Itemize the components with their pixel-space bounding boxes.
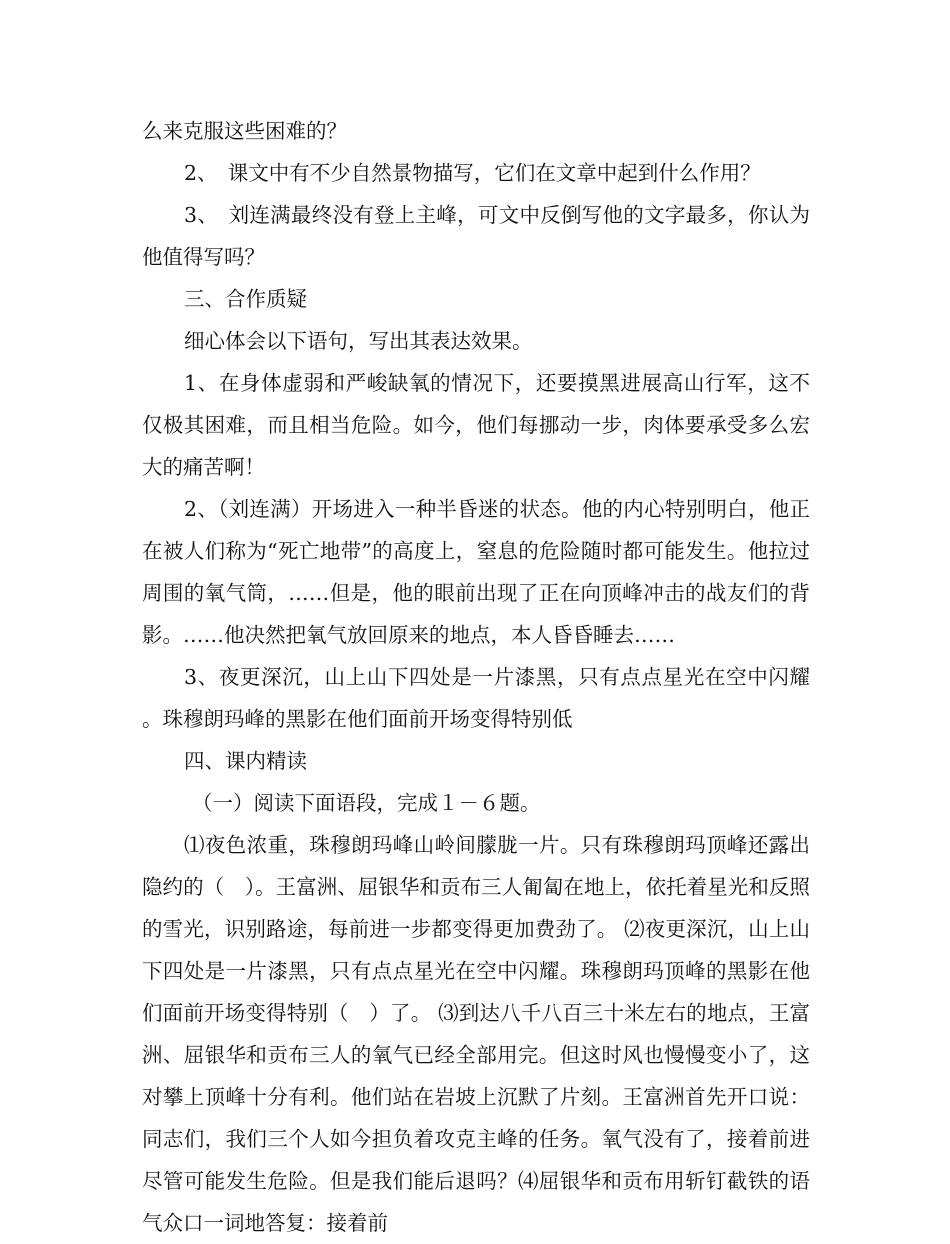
paragraph-continuation: 么来克服这些困难的？	[142, 119, 347, 143]
document-body	[142, 110, 810, 1244]
sentence-item-1: 1、在身体虚弱和严峻缺氧的情况下，还要摸黑进展高山行军，这不仅极其困难，而且相当危险。如今，他们每挪动一步，肉体要承受多么宏大的痛苦啊！	[142, 371, 810, 479]
reading-instruction: （一）阅读下面语段，完成１－６题。	[192, 791, 541, 815]
question-3: 3、 刘连满最终没有登上主峰，可文中反倒写他的文字最多，你认为他值得写吗？	[142, 203, 810, 269]
sentence-item-2: 2、（刘连满）开场进入一种半昏迷的状态。他的内心特别明白，他正在被人们称为“死亡地带”的高度上，窒息的危险随时都可能发生。他拉过周围的氧气筒，……但是，他的眼前出现了正在向顶峰冲击的战友们的背影。……他决然把氧气放回原来的地点，本人昏昏睡去……	[142, 497, 810, 647]
sentence-item-3: 3、夜更深沉，山上山下四处是一片漆黑，只有点点星光在空中闪耀。珠穆朗玛峰的黑影在他们面前开场变得特别低	[142, 665, 810, 731]
question-2: 2、 课文中有不少自然景物描写，它们在文章中起到什么作用？	[184, 161, 761, 185]
instruction-text: 细心体会以下语句，写出其表达效果。	[184, 329, 533, 353]
section-heading-reading: 四、课内精读	[184, 749, 307, 773]
reading-passage: ⑴夜色浓重，珠穆朗玛峰山岭间朦胧一片。只有珠穆朗玛顶峰还露出隐约的（ ）。王富洲、屈银华和贡布三人匍匐在地上，依托着星光和反照的雪光，识别路途，每前进一步都变得更加费劲了。 ⑵夜更深沉，山上山下四处是一片漆黑，只有点点星光在空中闪耀。珠穆朗玛顶峰的黑影在他们面前开场变得特别（ ）了。 ⑶到达八千八百三十米左右的地点，王富洲、屈银华和贡布三人的氧气已经全部用完。但这时风也慢慢变小了，这对攀上顶峰十分有利。他们站在岩坡上沉默了片刻。王富洲首先开口说：同志们，我们三个人如今担负着攻克主峰的任务。氧气没有了，接着前进尽管可能发生危险。但是我们能后退吗？⑷屈银华和贡布用斩钉截铁的语气众口一词地答复：接着前	[142, 833, 810, 1235]
section-heading-cooperation: 三、合作质疑	[184, 287, 307, 311]
